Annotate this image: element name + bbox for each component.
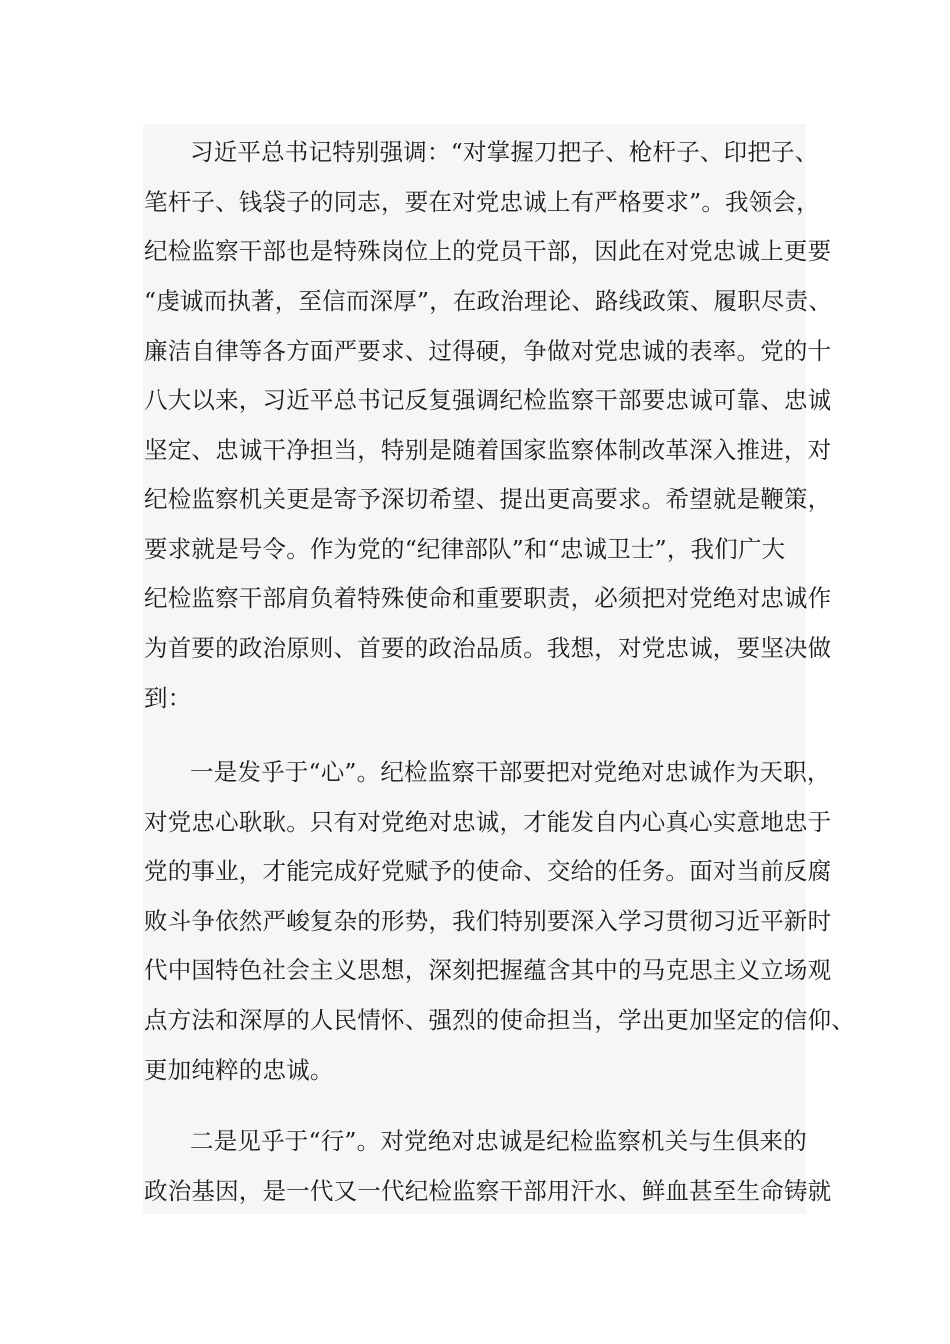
- paragraph-3-line-2: 政治基因，是一代又一代纪检监察干部用汗水、鲜血甚至生命铸就: [144, 1177, 832, 1205]
- paragraph-2-line-6: 点方法和深厚的人民情怀、强烈的使命担当，学出更加坚定的信仰、: [144, 1006, 855, 1034]
- paragraph-2-line-2: 对党忠心耿耿。只有对党绝对忠诚，才能发自内心真心实意地忠于: [144, 808, 832, 836]
- paragraph-1-line-3: 纪检监察干部也是特殊岗位上的党员干部，因此在对党忠诚上更要: [144, 237, 832, 265]
- paragraph-1-line-7: 坚定、忠诚干净担当，特别是随着国家监察体制改革深入推进，对: [144, 436, 832, 464]
- paragraph-2-line-7: 更加纯粹的忠诚。: [144, 1056, 334, 1084]
- paragraph-1-line-8: 纪检监察机关更是寄予深切希望、提出更高要求。希望就是鞭策，: [144, 485, 832, 513]
- paragraph-2-line-5: 代中国特色社会主义思想，深刻把握蕴含其中的马克思主义立场观: [144, 956, 832, 984]
- paragraph-1-line-5: 廉洁自律等各方面严要求、过得硬，争做对党忠诚的表率。党的十: [144, 337, 832, 365]
- paragraph-2-line-1: 一是发乎于“心”。纪检监察干部要把对党绝对忠诚作为天职，: [190, 758, 831, 786]
- paragraph-1-line-12: 到：: [144, 684, 192, 712]
- paragraph-3-line-1: 二是见乎于“行”。对党绝对忠诚是纪检监察机关与生俱来的: [190, 1127, 807, 1155]
- paragraph-1-line-4: “虔诚而执著，至信而深厚”，在政治理论、路线政策、履职尽责、: [144, 287, 833, 315]
- paragraph-1-line-1: 习近平总书记特别强调：“对掌握刀把子、枪杆子、印把子、: [190, 138, 819, 166]
- paragraph-2-line-3: 党的事业，才能完成好党赋予的使命、交给的任务。面对当前反腐: [144, 857, 832, 885]
- paragraph-1-line-9: 要求就是号令。作为党的“纪律部队”和“忠诚卫士”，我们广大: [144, 535, 786, 563]
- paragraph-1-line-6: 八大以来，习近平总书记反复强调纪检监察干部要忠诚可靠、忠诚: [144, 386, 832, 414]
- paragraph-2-line-4: 败斗争依然严峻复杂的形势，我们特别要深入学习贯彻习近平新时: [144, 907, 832, 935]
- paragraph-1-line-2: 笔杆子、钱袋子的同志，要在对党忠诚上有严格要求”。我领会，: [144, 188, 820, 216]
- paragraph-1-line-11: 为首要的政治原则、首要的政治品质。我想，对党忠诚，要坚决做: [144, 634, 832, 662]
- paragraph-1-line-10: 纪检监察干部肩负着特殊使命和重要职责，必须把对党绝对忠诚作: [144, 584, 832, 612]
